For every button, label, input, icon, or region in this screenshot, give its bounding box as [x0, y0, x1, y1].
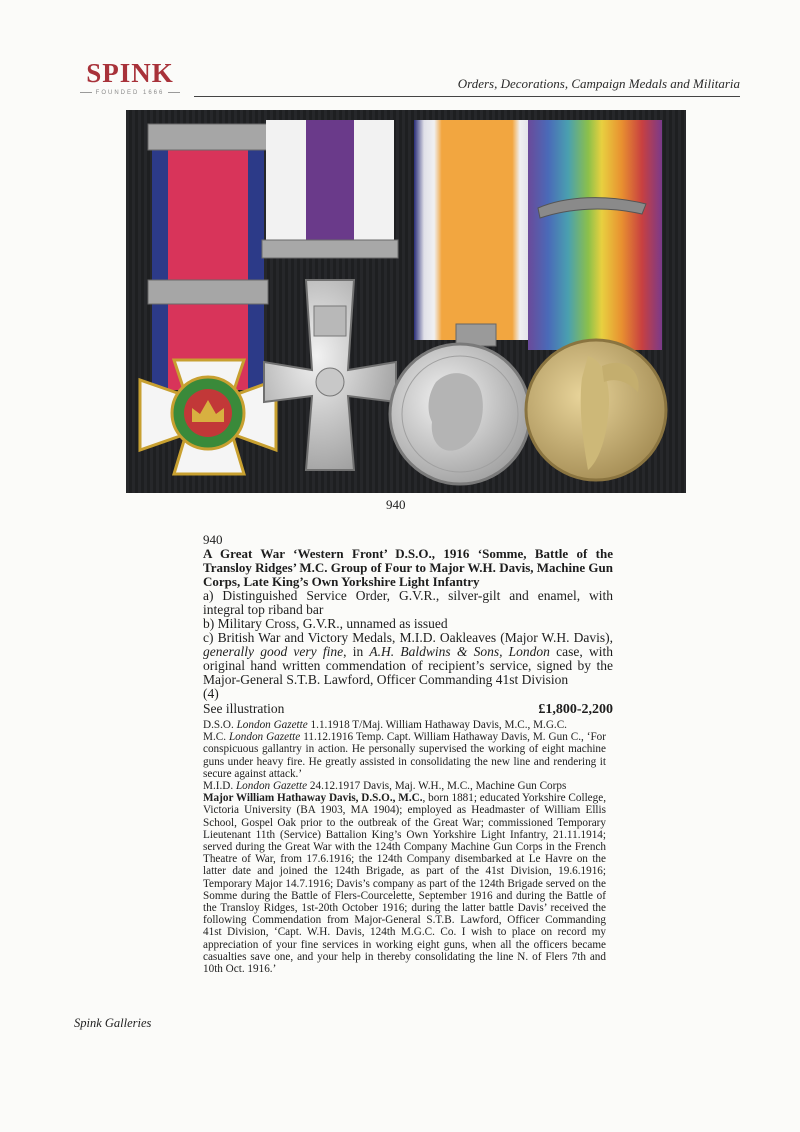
lot-entry — [203, 533, 613, 975]
victory-medal — [526, 340, 666, 480]
note-biography: Major William Hathaway Davis, D.S.O., M.C., born 1881; educated Yorkshire College, Victoria University (BA 1903, MA 1904); employed as Headmaster of William Ellis School, Gospel Oak prior to the outbreak of the Great War; commissioned Temporary Lieutenant 11th (Service) Battalion King’s Own Yorkshire Light Infantry, 21.11.1914; served during the Great War with the 124th Company Machine Gun Corps in the French Theatre of War, from 17.6.1916; the 124th Company disembarked at Le Havre on the latter date and joined the 124th Brigade, as part of the 41st Division, 19.6.1916; Temporary Major 14.7.1916; Davis’s company as part of the 124th Brigade served on the Somme during the Battle of Flers-Courcelette, September 1916 and during the Battle of the Transloy Ridges, 1st-20th October 1916; during the latter battle Davis’ received the following Commendation from Major-General S.T.B. Lawford, Officer Commanding 41st Division, ‘Capt. W.H. Davis, 124th M.G.C. Co. I wish to place on record my appreciation of your fine services in working eight guns, when all the officers became casualties save one, and your help in thereby consolidating the line N. of Flers 7th and 10th Oct. 1916.’ — [203, 792, 606, 976]
footer-text: Spink Galleries — [74, 1016, 152, 1030]
condition-grade: generally good very fine — [203, 644, 344, 659]
medal-illustration — [126, 110, 686, 493]
estimate: £1,800-2,200 — [538, 702, 613, 717]
mc-ribbon — [262, 120, 398, 258]
lot-title: A Great War ‘Western Front’ D.S.O., 1916 ‘Somme, Battle of the Transloy Ridges’ M.C. Group of Four to Major W.H. Davis, Machine Gun Corps, Late King’s Own Yorkshire Light Infantry — [203, 546, 613, 589]
dso-ribbon — [148, 124, 268, 390]
note-mc: M.C. London Gazette 11.12.1916 Temp. Capt. William Hathaway Davis, M. Gun C., ‘For conspicuous gallantry in action. He personally supervised the working of eight machine guns under heavy fire. He greatly assisted in consolidating the new line and rendering it secure against attack.’ — [203, 731, 606, 780]
spink-logo — [74, 60, 186, 96]
lot-item-b: b) Military Cross, G.V.R., unnamed as issued — [203, 616, 448, 631]
war-medal-ribbon — [414, 120, 540, 346]
illustration-row — [203, 702, 613, 717]
recipient-name: Major William Hathaway Davis, D.S.O., M.C. — [203, 792, 423, 805]
lot-item-c: c) British War and Victory Medals, M.I.D. Oakleaves (Major W.H. Davis), generally good very fine, in A.H. Baldwins & Sons, London case, with original hand written commendation of recipient’s service, signed by the Major-General S.T.B. Lawford, Officer Commanding 41st Division — [203, 630, 613, 687]
victory-medal-ribbon — [528, 120, 662, 350]
item-count: (4) — [203, 686, 219, 701]
see-illustration: See illustration — [203, 701, 285, 716]
lot-notes — [203, 719, 606, 975]
medal-photo — [126, 110, 686, 493]
lot-item-a: a) Distinguished Service Order, G.V.R., silver-gilt and enamel, with integral top riband bar — [203, 588, 613, 617]
british-war-medal — [390, 344, 530, 484]
case-maker: A.H. Baldwins & Sons, London — [369, 644, 550, 659]
note-dso: D.S.O. London Gazette 1.1.1918 T/Maj. William Hathaway Davis, M.C., M.G.C. — [203, 719, 567, 731]
note-mid: M.I.D. London Gazette 24.12.1917 Davis, Maj. W.H., M.C., Machine Gun Corps — [203, 780, 567, 793]
brand-name: SPINK — [86, 58, 174, 88]
section-title: Orders, Decorations, Campaign Medals and Militaria — [457, 76, 740, 91]
header-divider — [194, 96, 740, 97]
lot-number: 940 — [203, 532, 223, 547]
brand-founded: FOUNDED 1666 — [74, 90, 186, 96]
photo-caption: 940 — [386, 497, 406, 512]
